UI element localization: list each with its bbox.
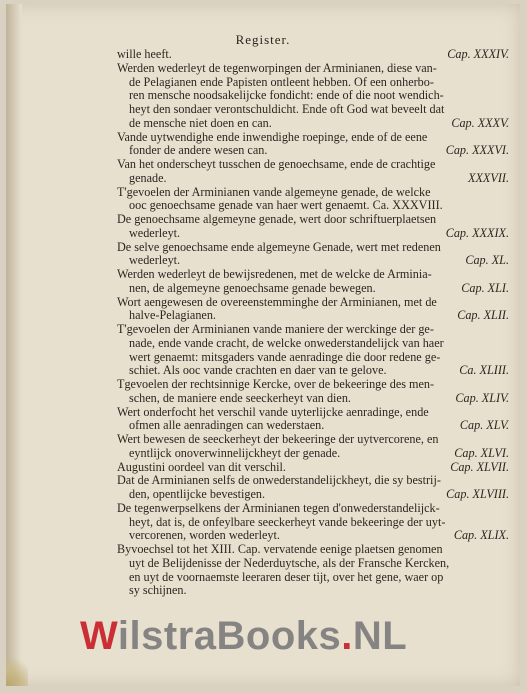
register-entry bbox=[117, 474, 509, 502]
watermark-dot: . bbox=[341, 614, 353, 658]
book-page bbox=[6, 4, 520, 686]
chapter-reference: Ca. XLIII. bbox=[459, 364, 509, 378]
entry-line bbox=[117, 309, 509, 323]
watermark-logo bbox=[80, 614, 407, 659]
entry-line: Van het onderscheyt tusschen de genoechsame, ende de crachtige bbox=[117, 158, 436, 171]
chapter-reference: Cap. XXXIX. bbox=[445, 226, 509, 240]
register-entry bbox=[117, 213, 509, 241]
entry-line: Dat de Arminianen selfs de onwederstandelijckheyt, die sy bestrij- bbox=[117, 474, 441, 488]
chapter-reference: Cap. XXXIV. bbox=[447, 48, 509, 61]
chapter-reference: Cap. XLII. bbox=[457, 309, 509, 323]
entry-text: genade. bbox=[129, 171, 167, 185]
chapter-reference: Cap. XLVI. bbox=[454, 446, 509, 460]
entry-text: wederleyt. bbox=[129, 254, 181, 268]
entry-line: heyt den sondaer verontschuldicht. Ende oft God wat beveelt dat bbox=[129, 103, 445, 116]
page-spine-shadow bbox=[6, 4, 22, 686]
chapter-reference: Cap. XXXVI. bbox=[445, 144, 509, 158]
entry-text: ofmen alle aenradingen can wederstaen. bbox=[129, 419, 325, 433]
entry-text: nen, de algemeyne genoechsame genade bewegen. bbox=[129, 281, 376, 295]
entry-line: T'gevoelen der Arminianen vande maniere der werckinge der ge- bbox=[117, 323, 434, 336]
entry-line: de Pelagianen ende Papisten ontleent hebben. Of een onherbo- bbox=[129, 75, 434, 89]
watermark-initial: W bbox=[80, 614, 118, 658]
register-entry bbox=[117, 323, 509, 378]
chapter-reference: Cap. XLIV. bbox=[455, 391, 509, 405]
chapter-reference: Cap. XL. bbox=[465, 254, 509, 268]
register-entry bbox=[117, 378, 509, 406]
register-entry bbox=[117, 241, 509, 269]
entry-text: eyntlijck onoverwinnelijckheyt der genade. bbox=[129, 446, 341, 460]
entry-line bbox=[117, 419, 509, 433]
watermark-tld: NL bbox=[352, 614, 408, 658]
entry-text: fonder de andere wesen can. bbox=[129, 144, 268, 158]
entry-text: Augustini oordeel van dit verschil. bbox=[117, 460, 286, 474]
entry-line: ren mensche noodsakelijcke fondicht: ende of die noot wendich- bbox=[129, 89, 444, 103]
entry-text: halve-Pelagianen. bbox=[129, 309, 216, 323]
entry-line: Wert bewesen de seeckerheyt der bekeeringe der uytvercorene, en bbox=[117, 433, 439, 446]
entry-line: De tegenwerpselkens der Arminianen tegen d'onwederstandelijck- bbox=[117, 501, 440, 515]
entry-line: De genoechsame algemeyne genade, wert door schriftuerplaetsen bbox=[117, 213, 437, 226]
entry-line bbox=[117, 392, 509, 406]
watermark-rest: ilstraBooks bbox=[117, 614, 342, 658]
chapter-reference: Cap. XLVII. bbox=[450, 460, 509, 474]
chapter-reference: Cap. XXXV. bbox=[451, 116, 509, 130]
running-head: Register. bbox=[235, 32, 291, 47]
entry-text: schiet. Als ooc vande crachten en daer van te gelove. bbox=[129, 364, 387, 378]
chapter-reference: Cap. XLIX. bbox=[453, 529, 509, 543]
chapter-reference: Cap. XLVIII. bbox=[446, 488, 509, 501]
entry-text: vercorenen, worden wederleyt. bbox=[129, 529, 280, 543]
entry-line bbox=[117, 488, 509, 502]
entry-line: Werden wederleyt de tegenworpingen der Arminianen, diese van- bbox=[117, 61, 437, 75]
entry-line bbox=[117, 227, 509, 241]
register-entry bbox=[117, 62, 509, 131]
register-entry bbox=[117, 461, 509, 475]
entry-line: nade, ende vande cracht, de welcke onwederstandelijck van haer bbox=[129, 336, 444, 350]
register-entry bbox=[117, 268, 509, 296]
entry-line: ooc genoechsame genade van haer wert genaemt. Ca. XXXVIII. bbox=[129, 199, 443, 213]
entry-line: wert genaemt: mitsgaders vande aenradinge die door redene ge- bbox=[129, 350, 441, 364]
entry-line: Byvoechsel tot het XIII. Cap. vervatende eenige plaetsen genomen bbox=[117, 543, 443, 556]
entry-line bbox=[117, 447, 509, 461]
chapter-reference: XXXVII. bbox=[468, 171, 509, 185]
entry-text: schen, de maniere ende seeckerheyt van dien. bbox=[129, 391, 351, 405]
entry-line: Tgevoelen der rechtsinnige Kercke, over de bekeeringe des men- bbox=[117, 378, 435, 391]
entry-line bbox=[117, 144, 509, 158]
entry-line: sy schijnen. bbox=[129, 584, 187, 598]
register-entry bbox=[117, 131, 509, 159]
register-entry bbox=[117, 48, 509, 62]
entry-line: en uyt de voornaemste leeraren deser tijt, over het gene, waer op bbox=[129, 570, 444, 584]
entry-line bbox=[117, 48, 509, 62]
register-entry bbox=[117, 296, 509, 324]
entry-line bbox=[117, 364, 509, 378]
register-entry bbox=[117, 406, 509, 434]
entry-line: Werden wederleyt de bewijsredenen, met de welcke de Arminia- bbox=[117, 268, 432, 281]
entry-text: de mensche niet doen en can. bbox=[129, 116, 272, 130]
entry-line: Vande uytwendighe ende inwendighe roepinge, ende of de eene bbox=[117, 130, 428, 144]
entry-line bbox=[117, 254, 509, 268]
entry-line: T'gevoelen der Arminianen vande algemeyne genade, de welcke bbox=[117, 185, 431, 199]
register-entry bbox=[117, 158, 509, 186]
register-entry bbox=[117, 433, 509, 461]
entry-line bbox=[117, 117, 509, 131]
entry-text: wille heeft. bbox=[117, 48, 172, 61]
chapter-reference: Cap. XLI. bbox=[461, 281, 509, 295]
entry-line bbox=[117, 529, 509, 543]
corner-stain bbox=[6, 656, 28, 686]
register-entry bbox=[117, 186, 509, 214]
entry-line bbox=[117, 282, 509, 296]
entry-text: den, opentlijcke bevestigen. bbox=[129, 488, 266, 501]
entry-line: heyt, dat is, de onfeylbare seeckerheyt vande bekeeringe der uyt- bbox=[129, 515, 446, 529]
entry-line: uyt de Belijdenisse der Nederduytsche, als der Fransche Kercken, bbox=[129, 556, 450, 570]
entry-line: Wert onderfocht het verschil vande uyterlijcke aenradinge, ende bbox=[117, 405, 429, 419]
register-entry bbox=[117, 543, 509, 598]
register-entry bbox=[117, 502, 509, 543]
entry-line: Wort aengewesen de overeenstemminghe der Arminianen, met de bbox=[117, 295, 437, 309]
entry-text: wederleyt. bbox=[129, 226, 181, 240]
register-list bbox=[117, 48, 509, 598]
chapter-reference: Cap. XLV. bbox=[459, 419, 509, 433]
entry-line bbox=[117, 461, 509, 475]
entry-line: De selve genoechsame ende algemeyne Genade, wert met redenen bbox=[117, 240, 441, 254]
entry-line bbox=[117, 172, 509, 186]
